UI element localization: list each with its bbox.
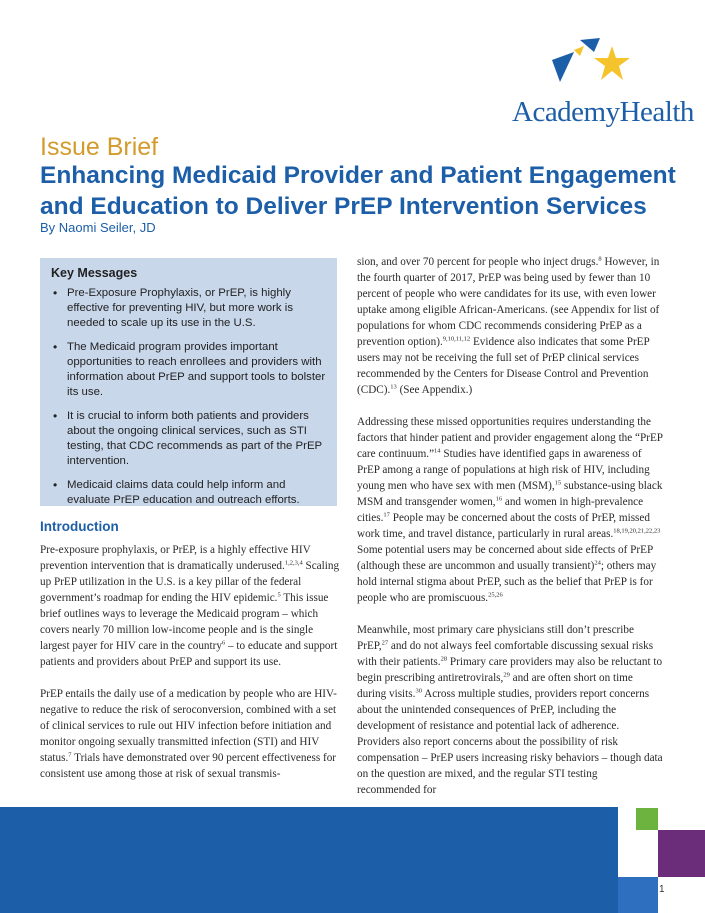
key-message-item: • The Medicaid program provides important opportunities to reach enrollees and providers with information about PrEP and support tools to bolster its use. [51,340,327,400]
key-message-item: • It is crucial to inform both patients and providers about the ongoing clinical services, such as STI testing, that CDC recommends as part of the PrEP intervention. [51,409,327,469]
intro-paragraph-1: Pre-exposure prophylaxis, or PrEP, is a highly effective HIV prevention intervention that is dramatically underused.$^{1,2,3,4}$ Scaling up PrEP utilization in the U.S. is a key pillar of the federal government’s roadmap for ending the HIV epidemic.$^5$ This issue brief outlines ways to leverage the Medicaid program – which covers nearly 70 million low-income people and is the single largest payer for HIV care in the country$^6$ – to educate and support patients and providers about PrEP and support its use. [40,544,340,668]
footer-blue-square [618,877,658,913]
title-line-2: and Education to Deliver PrEP Intervention Services [40,193,647,220]
footer-purple-square [658,830,705,877]
intro-paragraph-2: PrEP entails the daily use of a medication by people who are HIV-negative to reduce the risk of seroconversion, combined with a set of clinical services to rule out HIV infection before initiation and monitor ongoing sexually transmitted infection (STI) and HIV status.$^7$ Trials have demonstrated over 90 percent effectiveness for consistent use among those at risk of sexual transmis- [40,688,337,780]
brand-name: AcademyHealth [512,96,694,128]
right-paragraph-3: Meanwhile, most primary care physicians still don’t prescribe PrEP,$^{27}$ and do not always feel comfortable discussing sexual risks with their patients.$^{28}$ Primary care providers may also be reluctant to begin prescribing antiretrovirals,$^{29}$ and are often short on time during visits.$^{30}$ Across multiple studies, providers report concerns about the unintended consequences of PrEP, including the development of resistance and potential lack of adherence. Providers also report concerns about the possibility of risk compensation – PrEP users increasing risky behaviors – though data on the question are mixed, and the regular STI testing recommended for [357,624,663,796]
introduction-heading: Introduction [40,519,119,534]
issue-brief-label: Issue Brief [40,133,159,161]
left-column [40,542,340,798]
byline: By Naomi Seiler, JD [40,220,156,235]
page-number: 1 [659,884,665,895]
right-paragraph-1: sion, and over 70 percent for people who inject drugs.$^8$ However, in the fourth quarter of 2017, PrEP was being used by fewer than 10 percent of people who were candidates for its use, with even lower uptake among eligible African-Americans. (see Appendix for list of populations for whom CDC recommends considering PrEP as a prevention option).$^{9,10,11,12}$ Evidence also indicates that some PrEP users may not be receiving the full set of PrEP clinical services recommended by the Centers for Disease Control and Prevention (CDC).$^{13}$ (See Appendix.) [357,255,660,396]
key-messages-list [51,286,327,508]
stars-and-triangles-logo-icon [550,38,638,86]
key-messages-heading: Key Messages [51,266,138,280]
academyhealth-logo [512,38,694,130]
key-message-item: • Medicaid claims data could help inform and evaluate PrEP education and outreach efforts. [51,478,327,508]
right-column [357,254,663,814]
footer-band [0,807,705,913]
page-title [40,160,680,222]
title-line-1: Enhancing Medicaid Provider and Patient Engagement [40,162,676,189]
footer-green-square [636,808,658,830]
key-message-item: • Pre-Exposure Prophylaxis, or PrEP, is highly effective for preventing HIV, but more work is needed to scale up its use in the U.S. [51,286,327,331]
right-paragraph-2: Addressing these missed opportunities requires understanding the factors that hinder patient and provider engagement along the “PrEP care continuum.”$^{14}$ Studies have identified gaps in awareness of PrEP among a range of populations at high risk of HIV, including young men who have sex with men (MSM),$^{15}$ substance-using black MSM and transgender women,$^{16}$ and women in high-prevalence cities.$^{17}$ People may be concerned about the costs of PrEP, missed work time, and travel distance, particularly in rural areas.$^{18,19,20,21,22,23}$ Some potential users may be concerned about side effects of PrEP (although these are uncommon and usually transient)$^{24}$; others may hold internal stigma about PrEP, such as the belief that PrEP is for people who are promiscuous.$^{25,26}$ [357,416,663,604]
key-messages-box [40,258,337,506]
